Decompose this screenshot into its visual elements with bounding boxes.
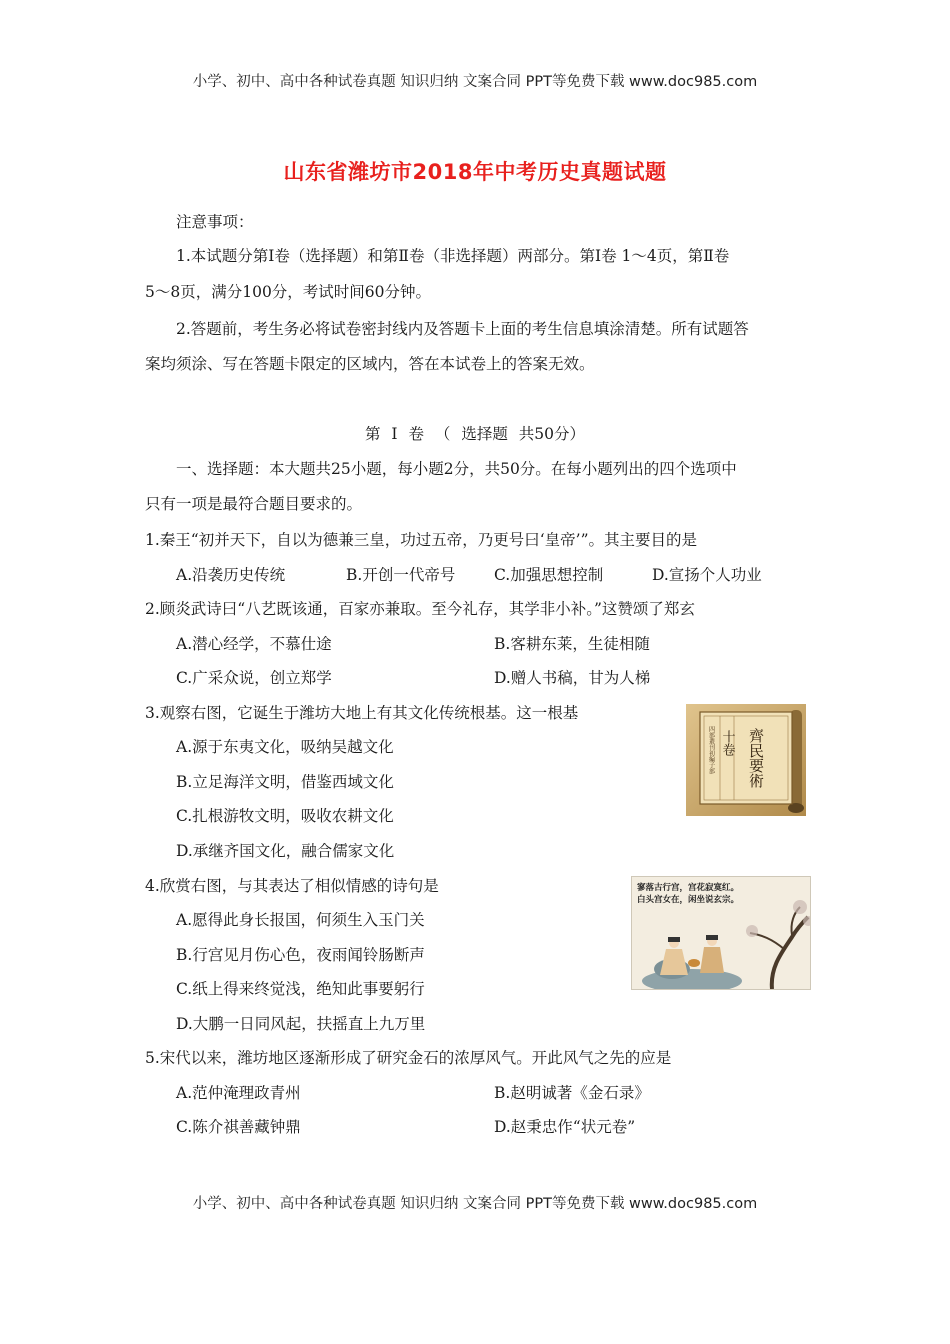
qimin-yaoshu-book-image <box>686 704 806 816</box>
question-2-option-b: B.客耕东莱，生徒相随 <box>494 635 650 653</box>
question-4-option-c: C.纸上得来终觉浅，绝知此事要躬行 <box>176 980 425 998</box>
poem-line-2: 白头宫女在，闲坐说玄宗。 <box>637 895 740 905</box>
notice-label: 注意事项： <box>176 213 254 231</box>
page-footer: 小学、初中、高中各种试卷真题 知识归纳 文案合同 PPT等免费下载 www.doc985.com <box>192 1196 758 1212</box>
question-1-option-c: C.加强思想控制 <box>494 566 604 584</box>
question-3-stem: 3.观察右图，它诞生于潍坊大地上有其文化传统根基。这一根基 <box>145 704 579 722</box>
question-5-option-d: D.赵秉忠作“状元卷” <box>494 1118 636 1136</box>
question-2-option-c: C.广采众说，创立郑学 <box>176 669 332 687</box>
question-5-stem: 5.宋代以来，潍坊地区逐渐形成了研究金石的浓厚风气。开此风气之先的应是 <box>145 1049 672 1067</box>
question-4-option-d: D.大鹏一日同风起，扶摇直上九万里 <box>176 1015 426 1033</box>
question-4-option-a: A.愿得此身长报国，何须生入玉门关 <box>176 911 425 929</box>
question-3-option-b: B.立足海洋文明，借鉴西域文化 <box>176 773 394 791</box>
notice-item-2-line-2: 案均须涂、写在答题卡限定的区域内，答在本试卷上的答案无效。 <box>145 355 595 373</box>
question-1-option-d: D.宣扬个人功业 <box>652 566 762 584</box>
question-2-option-d: D.赠人书稿，甘为人梯 <box>494 669 651 687</box>
palace-ladies-painting-image <box>631 876 811 990</box>
question-3-option-c: C.扎根游牧文明，吸收农耕文化 <box>176 807 394 825</box>
page-header: 小学、初中、高中各种试卷真题 知识归纳 文案合同 PPT等免费下载 www.doc985.com <box>192 74 758 90</box>
instructions-line-1: 一、选择题：本大题共25小题，每小题2分，共50分。在每小题列出的四个选项中 <box>176 460 737 478</box>
question-5-option-c: C.陈介祺善藏钟鼎 <box>176 1118 301 1136</box>
notice-item-2-line-1: 2.答题前，考生务必将试卷密封线内及答题卡上面的考生信息填涂清楚。所有试题答 <box>176 320 749 338</box>
section-title: 第 Ⅰ 卷 （ 选择题 共50分） <box>365 425 585 443</box>
book-volume-text: 十卷 <box>719 730 735 756</box>
exam-title: 山东省潍坊市2018年中考历史真题试题 <box>283 160 667 184</box>
question-4-stem: 4.欣赏右图，与其表达了相似情感的诗句是 <box>145 877 439 895</box>
book-side-text: 四部叢刊初編子部 <box>707 726 715 774</box>
question-1-option-b: B.开创一代帝号 <box>346 566 456 584</box>
question-5-option-b: B.赵明诚著《金石录》 <box>494 1084 650 1102</box>
poem-line-1: 寥落古行宫，宫花寂寞红。 <box>637 883 740 893</box>
notice-item-1-line-1: 1.本试题分第Ⅰ卷（选择题）和第Ⅱ卷（非选择题）两部分。第Ⅰ卷 1～4页，第Ⅱ卷 <box>176 247 730 265</box>
question-1-option-a: A.沿袭历史传统 <box>176 566 286 584</box>
question-2-stem: 2.顾炎武诗曰“八艺既该通，百家亦兼取。至今礼存，其学非小补。”这赞颂了郑玄 <box>145 600 695 618</box>
question-3-option-d: D.承继齐国文化，融合儒家文化 <box>176 842 395 860</box>
instructions-line-2: 只有一项是最符合题目要求的。 <box>145 495 363 513</box>
question-5-option-a: A.范仲淹理政青州 <box>176 1084 301 1102</box>
question-2-option-a: A.潜心经学，不慕仕途 <box>176 635 332 653</box>
question-4-option-b: B.行宫见月伤心色，夜雨闻铃肠断声 <box>176 946 425 964</box>
book-cover-title: 齊民要術 <box>747 728 765 788</box>
notice-item-1-line-2: 5～8页，满分100分，考试时间60分钟。 <box>145 283 432 301</box>
question-3-option-a: A.源于东夷文化，吸纳吴越文化 <box>176 738 394 756</box>
question-1-stem: 1.秦王“初并天下，自以为德兼三皇，功过五帝，乃更号曰‘皇帝’”。其主要目的是 <box>145 531 697 549</box>
